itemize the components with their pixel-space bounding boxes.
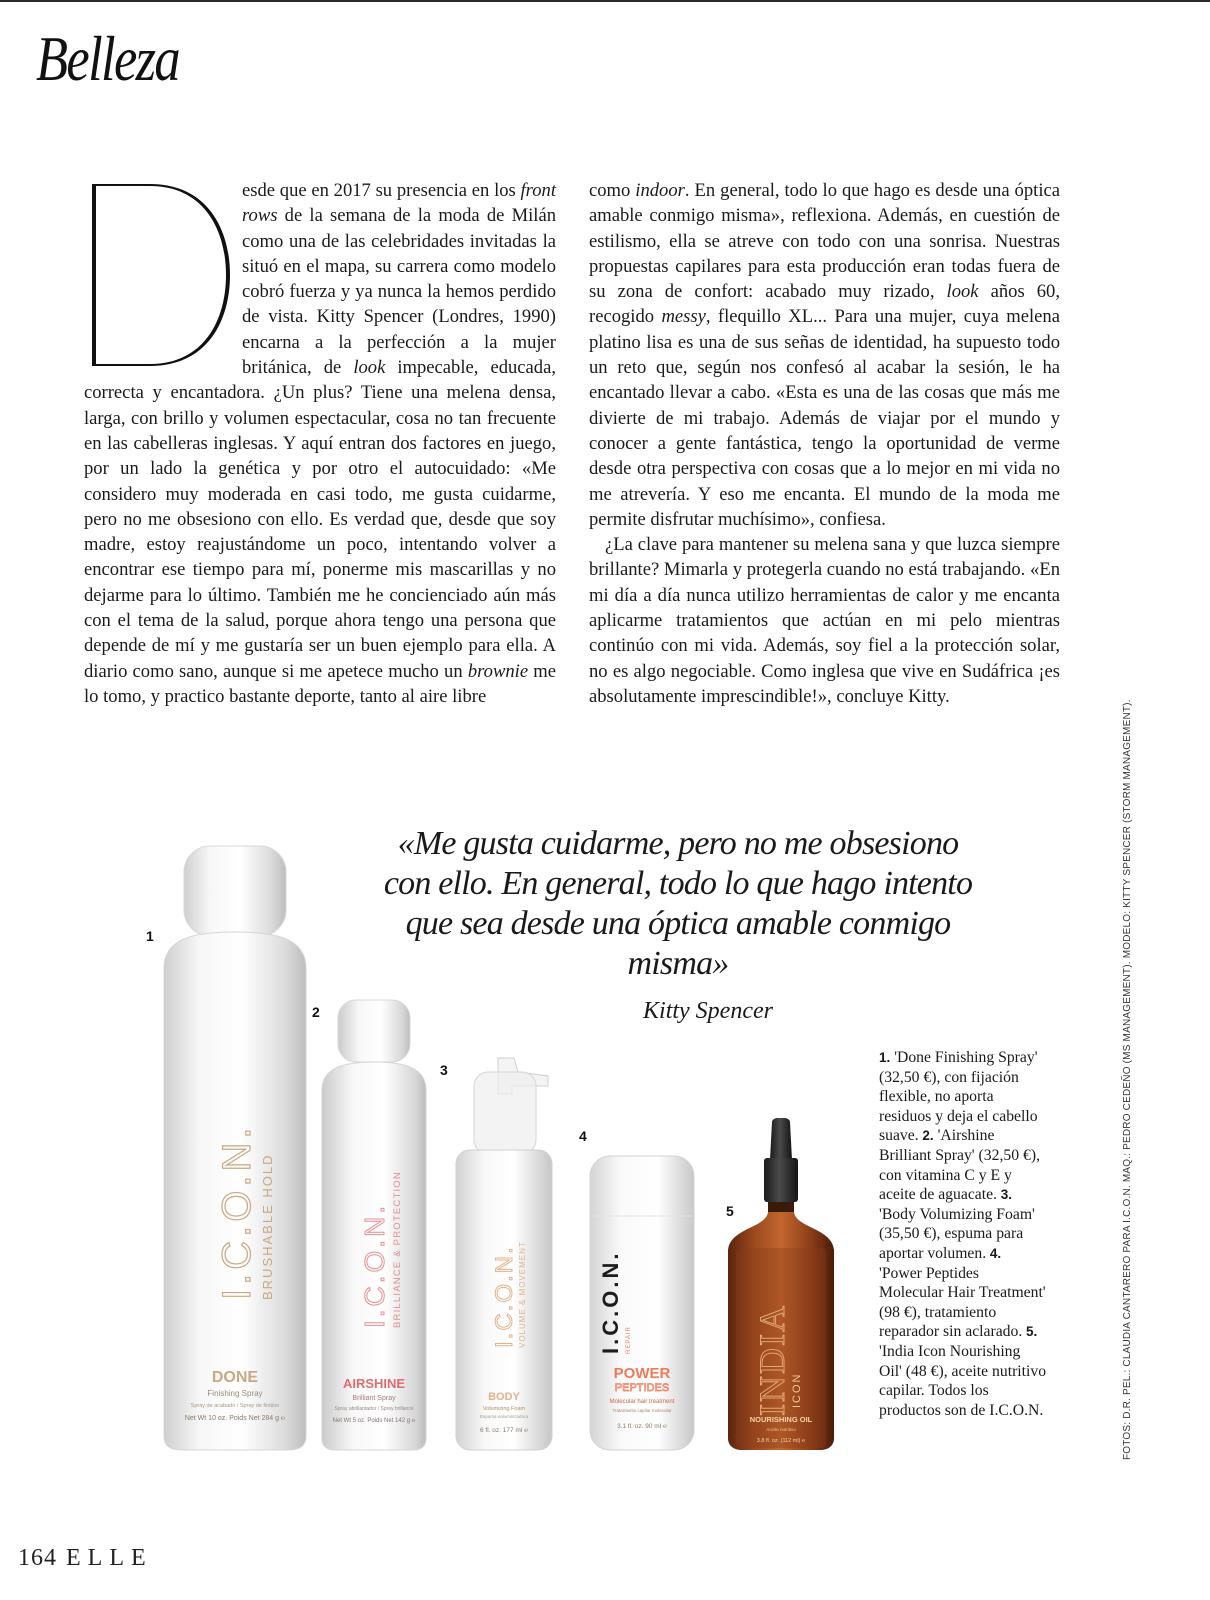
product-brand: I.C.O.N. xyxy=(491,1245,518,1348)
product-size: 3.1 fl. oz. 90 ml ℮ xyxy=(617,1423,667,1430)
product-number: 4 xyxy=(579,1128,587,1144)
product-size: 6 fl. oz. 177 ml ℮ xyxy=(480,1427,528,1434)
article-paragraph: como indoor. En general, todo lo que hago es desde una óptica amable conmigo misma», reflexiona. Además, en cuestión de estilismo, ella se atreve con todo con una sonrisa. Nuestras propuestas capilares para esta producción eran todas fuera de su zona de confort: acabado muy rizado, look años 60, recogido messy, flequillo XL... Para una mujer, cuya melena platino lisa es una de sus señas de identidad, ha supuesto todo un reto que, según nos confesó al acabar la sesión, le ha encantado llevar a cabo. «Esta es una de las cosas que más me divierte de mi trabajo. Además de viajar por el mundo y conocer a gente fantástica, tengo la oportunidad de verme desde otra perspectiva con cosas que a lo mejor en mi vida no me atrevería. Y eso me encanta. El mundo de la moda me permite disfrutar muchísimo», confiesa. xyxy=(589,180,1060,530)
product-name: NOURISHING OIL xyxy=(749,1415,813,1424)
pull-quote xyxy=(378,824,978,1025)
product-subtitle: Molecular hair treatment xyxy=(609,1399,675,1405)
product-body-foam xyxy=(452,1054,556,1452)
product-subtitle: Finishing Spray xyxy=(207,1389,263,1398)
product-brand: INDIA xyxy=(752,1304,792,1416)
product-detail: Spray de acabado / Spray de finition xyxy=(190,1403,280,1409)
magazine-brand: ELLE xyxy=(66,1545,153,1571)
product-detail: Spray abrillantador / Spray brillance xyxy=(334,1406,414,1412)
product-subtitle: Brilliant Spray xyxy=(352,1395,396,1402)
product-india-oil xyxy=(722,1118,840,1452)
product-size: Net Wt 10 oz. Poids Net 284 g ℮ xyxy=(184,1415,286,1422)
product-number: 2 xyxy=(312,1004,320,1020)
product-line: REPAIR xyxy=(626,1326,632,1354)
product-detail: Espuma voluminizadora xyxy=(479,1414,529,1419)
product-brand: I.C.O.N. xyxy=(359,1202,390,1328)
pull-quote-text: «Me gusta cuidarme, pero no me obsesiono con ello. En general, todo lo que hago intento que sea desde una óptica amable conmigo misma» xyxy=(383,825,973,982)
product-number: 1 xyxy=(146,928,154,944)
product-number: 5 xyxy=(726,1203,734,1219)
product-subtitle: Volumizing Foam xyxy=(482,1406,526,1412)
photo-credits: FOTOS: D.R. PEL.: CLAUDIA CANTARERO PARA I.C.O.N. MAQ.: PEDRO CEDEÑO (MS MANAGEMENT). MODELO: KITTY SPENCER (STORM MANAGEMENT). xyxy=(1122,699,1133,1460)
product-detail: Aceite nutritivo xyxy=(766,1427,796,1432)
section-title: Belleza xyxy=(36,23,179,94)
product-done-spray xyxy=(160,840,310,1452)
product-brand: I.C.O.N. xyxy=(215,1123,259,1300)
article-paragraph: esde que en 2017 su presencia en los front rows de la semana de la moda de Milán como una de las celebridades invitadas la situó en el mapa, su carrera como modelo cobró fuerza y ya nunca la hemos perdido de vista. Kitty Spencer (Londres, 1990) encarna a la perfección a la mujer británica, de look impecable, educada, correcta y encantadora. ¿Un plus? Tiene una melena densa, larga, con brillo y volumen espectacular, cosa no tan frecuente en las cabelleras inglesas. Y aquí entran dos factores en juego, por un lado la genética y por otro el autocuidado: «Me considero muy moderada en casi todo, me gusta cuidarme, pero no me obsesiono con ello. Es verdad que, desde que soy madre, estoy reajustándome un poco, intentando volver a encontrar ese tiempo para mí, ponerme mis mascarillas y no dejarme para lo último. También me he concienciado aún más con el tema de la salud, porque ahora tengo una persona que depende de mí y me gustaría ser un buen ejemplo para ella. A diario como sano, aunque si me apetece mucho un brownie me lo tomo, y practico bastante deporte, tanto al aire libre xyxy=(84,180,556,707)
product-size: 3.8 fl. oz. (112 ml) ℮ xyxy=(756,1438,806,1444)
product-line: BRUSHABLE HOLD xyxy=(260,1153,275,1300)
product-caption: 1. 'Done Finishing Spray' (32,50 €), con fijación flexible, no aporta residuos y deja el cabello suave. 2. 'Airshine Brilliant Spray' (32,50 €), con vitamina C y E y aceite de aguacate. 3. 'Body Volumizing Foam' (35,50 €), espuma para aportar volumen. 4. 'Power Peptides Molecular Hair Treatment' (98 €), tratamiento reparador sin aclarado. 5. 'India Icon Nourishing Oil' (48 €), aceite nutritivo capilar. Todos los productos son de I.C.O.N. xyxy=(879,1049,1047,1419)
dropcap-letter xyxy=(80,180,236,370)
article-column-right xyxy=(589,178,1060,709)
product-power-peptides xyxy=(586,1152,698,1452)
pull-quote-author: Kitty Spencer xyxy=(643,998,773,1024)
product-name: POWER xyxy=(613,1365,671,1382)
product-name: DONE xyxy=(211,1369,259,1386)
product-size: Net Wt 5 oz. Poids Net 142 g ℮ xyxy=(332,1418,416,1424)
page-number: 164 xyxy=(18,1545,57,1571)
product-detail: Tratamiento capilar molecular xyxy=(612,1408,672,1413)
top-rule xyxy=(0,0,1210,2)
product-name-line2: PEPTIDES xyxy=(614,1382,670,1394)
article-column-left xyxy=(84,178,556,709)
product-airshine-spray xyxy=(318,996,430,1452)
product-name: BODY xyxy=(488,1391,520,1403)
page-footer xyxy=(18,1545,153,1572)
product-line: BRILLIANCE & PROTECTION xyxy=(392,1171,403,1328)
product-line: ICON xyxy=(791,1372,803,1408)
product-brand: I.C.O.N. xyxy=(598,1250,623,1354)
product-line: VOLUME & MOVEMENT xyxy=(518,1241,527,1348)
article-paragraph: ¿La clave para mantener su melena sana y que luzca siempre brillante? Mimarla y protegerla cuando no está trabajando. «En mi día a día nunca utilizo herramientas de calor y me encanta aplicarme tratamientos que actúan en mi pelo mientras continúo con mi vida. Además, soy fiel a la protección solar, no es algo negociable. Como inglesa que vive en Sudáfrica ¡es absolutamente imprescindible!», concluye Kitty. xyxy=(589,534,1060,707)
product-name: AIRSHINE xyxy=(342,1376,406,1391)
product-number: 3 xyxy=(440,1062,448,1078)
